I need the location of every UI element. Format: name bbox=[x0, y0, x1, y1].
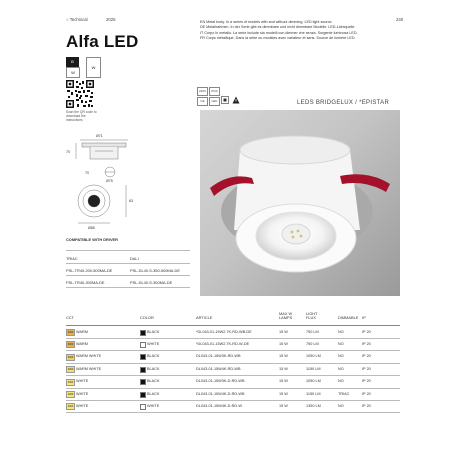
dim-height-right: 63 bbox=[129, 199, 133, 203]
product-photo bbox=[200, 110, 400, 296]
table-row bbox=[66, 376, 400, 388]
cct-cell: WARM bbox=[76, 329, 88, 334]
color-swatch bbox=[140, 392, 146, 398]
column-header-light-flux: LIGHT FLUX bbox=[306, 311, 318, 321]
driver-triac-2: PSL-TR40-300MA-DE bbox=[66, 280, 105, 285]
color-swatch bbox=[140, 367, 146, 373]
fixture-body bbox=[90, 147, 118, 159]
color-swatch bbox=[140, 330, 146, 336]
cct-temperature-icon: 3000 bbox=[67, 355, 74, 359]
table-row bbox=[66, 388, 400, 400]
table-row bbox=[66, 363, 400, 375]
table-row bbox=[66, 338, 400, 350]
page-title: Alfa LED bbox=[66, 32, 139, 51]
table-row bbox=[66, 326, 400, 338]
max-w-cell: 15 W bbox=[279, 391, 288, 396]
color-cell: WHITE bbox=[147, 403, 160, 408]
section-label: ○ Technical bbox=[66, 17, 88, 22]
article-cell: DL043-01-15W4K-RD-WB bbox=[196, 366, 241, 371]
cct-temperature-icon: 3000 bbox=[67, 343, 74, 347]
finish-black-inner-swatch: W bbox=[66, 67, 80, 78]
qr-code-icon[interactable] bbox=[66, 80, 94, 108]
ip-cell: IP 20 bbox=[362, 391, 371, 396]
dimmable-cell: NO bbox=[338, 403, 344, 408]
dimmable-cell: NO bbox=[338, 366, 344, 371]
finish-black-swatch: B bbox=[66, 57, 79, 67]
max-w-cell: 15 W bbox=[279, 403, 288, 408]
dimmable-cell: TRIAC bbox=[338, 391, 350, 396]
ip-cell: IP 20 bbox=[362, 366, 371, 371]
cct-cell: WARM WHITE bbox=[76, 366, 102, 371]
product-photo-drawing bbox=[200, 110, 400, 296]
led-source-label: LEDS BRIDGELUX / *EPISTAR bbox=[297, 100, 390, 106]
light-flux-cell: 1150 LM bbox=[306, 366, 321, 371]
year-label: 2025 bbox=[106, 17, 116, 22]
finish-white-swatch: W bbox=[86, 57, 101, 78]
ip-cell: IP 20 bbox=[362, 341, 371, 346]
dimmable-cell: NO bbox=[338, 379, 344, 384]
led-icon: LED bbox=[209, 97, 220, 106]
cct-cell: WARM bbox=[76, 341, 88, 346]
max-w-cell: 15 W bbox=[279, 341, 288, 346]
led-chip bbox=[282, 224, 310, 244]
ip-cell: IP 20 bbox=[362, 354, 371, 359]
dimmable-cell: NO bbox=[338, 341, 344, 346]
color-swatch bbox=[140, 354, 146, 360]
color-cell: BLACK bbox=[147, 354, 160, 359]
dimmable-cell: NO bbox=[338, 329, 344, 334]
color-swatch bbox=[140, 404, 146, 410]
article-cell: DL043-01-15W3K-RD-WB bbox=[196, 354, 241, 359]
warning-triangle-icon bbox=[232, 96, 240, 104]
divider bbox=[66, 263, 190, 264]
max-w-cell: 15 W bbox=[279, 354, 288, 359]
cct-cell: WHITE bbox=[76, 403, 89, 408]
dimmable-cell: NO bbox=[338, 354, 344, 359]
column-header-cct: CCT bbox=[66, 315, 74, 320]
light-flux-cell: 750 LM bbox=[306, 341, 319, 346]
fixture-flange bbox=[82, 143, 126, 147]
light-flux-cell: 1050 LM bbox=[306, 354, 321, 359]
article-cell: DL043-01-15W3K-D-RD-WB bbox=[196, 379, 245, 384]
column-header-ip: IP bbox=[362, 315, 366, 320]
divider bbox=[66, 275, 190, 276]
voltage-icon: 220V bbox=[197, 87, 208, 96]
cct-temperature-icon: 4000 bbox=[67, 393, 74, 396]
max-w-cell: 15 W bbox=[279, 366, 288, 371]
article-cell: *DL043-01-15W2.7K-RD-WB-DE bbox=[196, 329, 252, 334]
led-dot-2 bbox=[297, 230, 300, 233]
led-dot-4 bbox=[292, 236, 295, 239]
column-header-dimmable: DIMMABLE bbox=[338, 315, 359, 320]
row-divider bbox=[66, 412, 400, 413]
qr-caption: Scan the QR code to download the instructions bbox=[66, 110, 97, 122]
light-flux-cell: 1050 LM bbox=[306, 379, 321, 384]
ip-cell: IP 20 bbox=[362, 329, 371, 334]
led-dot-3 bbox=[300, 235, 303, 238]
column-header-max-w: MAX W LAMPS bbox=[279, 311, 293, 321]
led-dot-1 bbox=[291, 231, 294, 234]
square-frame-icon bbox=[221, 96, 229, 104]
article-cell: DL043-01-15W4K-D-RD-WB bbox=[196, 391, 245, 396]
cct-temperature-icon: 4000 bbox=[67, 405, 74, 409]
driver-dali-1: PSL-DL40-S-350-500MA-DE bbox=[130, 268, 180, 273]
color-cell: BLACK bbox=[147, 379, 160, 384]
description-line-de: DE Metallrahmen. In der Serie gibt es dimmbare und nicht dimmbare Modelle. LED-Lichtquelle. bbox=[200, 25, 356, 30]
description-line-en: EN Metal body. In a series of models with and without dimming. LED light source. bbox=[200, 20, 333, 24]
light-flux-cell: 750 LM bbox=[306, 329, 319, 334]
light-flux-cell: 1150 LM bbox=[306, 391, 321, 396]
fixture-top-rim bbox=[240, 136, 350, 164]
color-swatch bbox=[140, 379, 146, 385]
ce-mark-icon: CE bbox=[197, 97, 208, 106]
cct-temperature-icon: 3000 bbox=[67, 331, 74, 334]
ip-cell: IP 20 bbox=[362, 403, 371, 408]
color-cell: BLACK bbox=[147, 391, 160, 396]
dim-bottom-diameter: Ø85 bbox=[88, 226, 95, 230]
max-w-cell: 15 W bbox=[279, 379, 288, 384]
technical-drawing bbox=[66, 128, 152, 234]
light-flux-cell: 1350 LM bbox=[306, 403, 321, 408]
dim-cutout: Ø75 bbox=[106, 179, 113, 183]
driver-triac-1: PSL-TR40-200-500MA-DE bbox=[66, 268, 113, 273]
color-swatch bbox=[140, 342, 146, 348]
dim-height-left: 70 bbox=[66, 150, 70, 154]
cct-cell: WHITE bbox=[76, 379, 89, 384]
cct-temperature-icon: 4000 bbox=[67, 380, 74, 384]
fixture-lens bbox=[88, 195, 100, 207]
driver-header-dali: DALI bbox=[130, 256, 139, 261]
page-number: 240 bbox=[396, 17, 404, 22]
color-cell: BLACK bbox=[147, 366, 160, 371]
article-cell: DL043-01-15W4K-D-RD-W bbox=[196, 403, 242, 408]
dim-depth: 70 bbox=[85, 171, 89, 175]
divider bbox=[66, 250, 190, 251]
cct-cell: WHITE bbox=[76, 391, 89, 396]
table-row bbox=[66, 400, 400, 412]
description-line-fr: FR Corps métallique. Dans la série ou modèles avec variateur et sans. Source de lumière LED. bbox=[200, 36, 356, 41]
cct-cell: WARM WHITE bbox=[76, 354, 102, 359]
compatible-driver-title: COMPATIBLE WITH DRIVER bbox=[66, 237, 118, 242]
table-row bbox=[66, 351, 400, 363]
description-line-it: IT Corpo in metallo. La serie include sia modelli con dimmer che senza. Sorgente luminosa LED. bbox=[200, 30, 358, 35]
max-w-cell: 15 W bbox=[279, 329, 288, 334]
dim-top-width: Ø71 bbox=[96, 134, 103, 138]
driver-dali-2: PSL-DL40-S-300MA-DE bbox=[130, 280, 173, 285]
article-cell: *DL043-01-15W2.7K-RD-W-DE bbox=[196, 341, 250, 346]
cct-temperature-icon: 4000 bbox=[67, 368, 74, 372]
ip-rating-icon: IP20 bbox=[209, 87, 220, 96]
driver-header-triac: TRIAC bbox=[66, 256, 78, 261]
color-cell: BLACK bbox=[147, 329, 160, 334]
ip-cell: IP 20 bbox=[362, 379, 371, 384]
column-header-article: ARTICLE bbox=[196, 315, 213, 320]
column-header-color: COLOR bbox=[140, 315, 154, 320]
divider bbox=[66, 287, 190, 288]
color-cell: WHITE bbox=[147, 341, 160, 346]
product-description bbox=[200, 20, 400, 42]
